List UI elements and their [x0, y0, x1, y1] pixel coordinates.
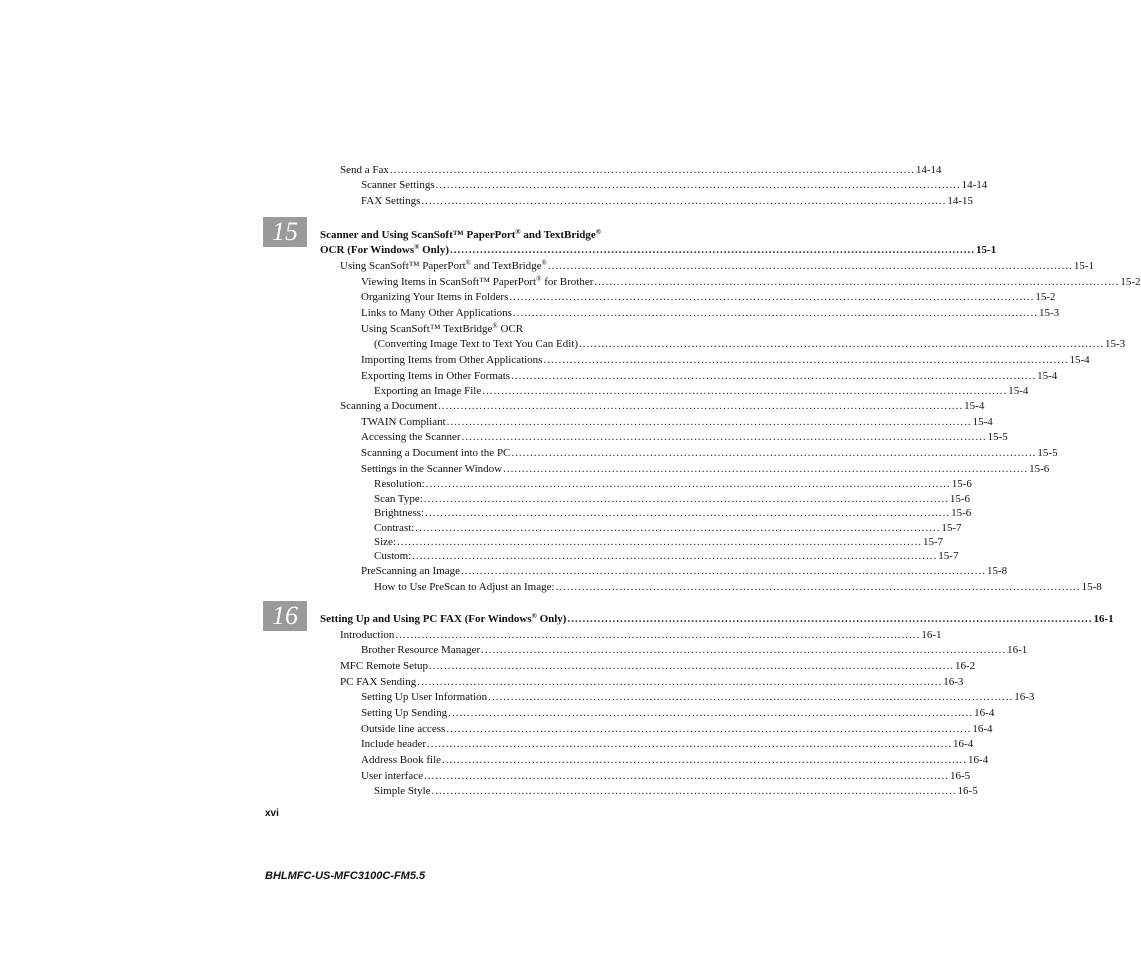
chapter-15-tab: [263, 217, 307, 247]
dot-leader: ............................................................................................................................................: [488, 691, 1014, 703]
toc-entry-scanning-into-pc[interactable]: Scanning a Document into the PC ............................................................................................................................................ 15-5: [361, 447, 1058, 459]
dot-leader: ............................................................................................................................................: [421, 195, 947, 207]
toc-entry-scan-type[interactable]: Scan Type: ............................................................................................................................................ 15-6: [374, 493, 970, 505]
toc-entry-links-other-apps[interactable]: Links to Many Other Applications ............................................................................................................................................ 15-3: [361, 307, 1060, 319]
toc-entry-page: 15-1: [976, 244, 997, 256]
dot-leader: ............................................................................................................................................: [435, 179, 961, 191]
dot-leader: ............................................................................................................................................: [448, 707, 974, 719]
toc-entry-page: 14-14: [961, 179, 988, 191]
dot-leader: ............................................................................................................................................: [511, 370, 1037, 382]
page-number: xvi: [265, 808, 279, 819]
toc-entry-title: FAX Settings: [361, 195, 421, 207]
toc-entry-pc-fax-sending[interactable]: PC FAX Sending ............................................................................................................................................ 16-3: [340, 676, 964, 688]
toc-entry-page: 14-15: [947, 195, 974, 207]
dot-leader: ............................................................................................................................................: [503, 463, 1029, 475]
document-code: BHLMFC-US-MFC3100C-FM5.5: [265, 870, 426, 882]
toc-entry-brightness[interactable]: Brightness: ............................................................................................................................................ 15-6: [374, 507, 972, 519]
chapter-15-heading-line1[interactable]: Scanner and Using ScanSoft™ PaperPort® and TextBridge®: [320, 228, 602, 241]
toc-entry-using-paperport[interactable]: Using ScanSoft™ PaperPort® and TextBridge® ............................................................................................................................................ 15-1: [340, 259, 1095, 272]
dot-leader: ............................................................................................................................................: [555, 581, 1081, 593]
dot-leader: ............................................................................................................................................: [423, 493, 949, 505]
dot-leader: ............................................................................................................................................: [460, 565, 986, 577]
toc-entry-scanner-settings[interactable]: [361, 178, 988, 192]
toc-entry-accessing-scanner[interactable]: Accessing the Scanner ............................................................................................................................................ 15-5: [361, 431, 1008, 443]
dot-leader: ............................................................................................................................................: [424, 770, 949, 782]
chapter-16-heading[interactable]: Setting Up and Using PC FAX (For Windows® Only) ............................................................................................................................................ 16-1: [320, 612, 1114, 625]
toc-entry-prescanning-image[interactable]: PreScanning an Image ............................................................................................................................................ 15-8: [361, 565, 1008, 577]
dot-leader: ............................................................................................................................................: [594, 276, 1120, 288]
dot-leader: ............................................................................................................................................: [415, 522, 941, 534]
toc-entry-user-interface[interactable]: User interface ............................................................................................................................................ 16-5: [361, 770, 971, 782]
chapter-16-tab: [263, 601, 307, 631]
toc-entry-twain-compliant[interactable]: TWAIN Compliant ............................................................................................................................................ 15-4: [361, 416, 993, 428]
toc-entry-title: Send a Fax: [340, 164, 389, 176]
dot-leader: ............................................................................................................................................: [450, 244, 976, 256]
dot-leader: ............................................................................................................................................: [511, 447, 1037, 459]
dot-leader: ............................................................................................................................................: [482, 385, 1008, 397]
dot-leader: ............................................................................................................................................: [509, 291, 1035, 303]
chapter-number: 16: [272, 601, 298, 630]
toc-entry-custom[interactable]: Custom: ............................................................................................................................................ 15-7: [374, 550, 959, 562]
toc-entry-contrast[interactable]: Contrast: ............................................................................................................................................ 15-7: [374, 522, 962, 534]
toc-entry-address-book-file[interactable]: Address Book file ............................................................................................................................................ 16-4: [361, 754, 989, 766]
dot-leader: ............................................................................................................................................: [481, 644, 1007, 656]
toc-entry-outside-line-access[interactable]: Outside line access ............................................................................................................................................ 16-4: [361, 723, 993, 735]
toc-entry-converting-image-text[interactable]: (Converting Image Text to Text You Can Edit) ............................................................................................................................................ 15-3: [374, 338, 1126, 350]
toc-entry-resolution[interactable]: Resolution: ............................................................................................................................................ 15-6: [374, 478, 972, 490]
chapter-number: 15: [272, 217, 298, 246]
dot-leader: ............................................................................................................................................: [429, 660, 955, 672]
dot-leader: ............................................................................................................................................: [427, 738, 953, 750]
toc-entry-setting-up-sending[interactable]: Setting Up Sending ............................................................................................................................................ 16-4: [361, 707, 995, 719]
toc-entry-fax-settings[interactable]: [361, 194, 974, 208]
dot-leader: ............................................................................................................................................: [425, 507, 951, 519]
dot-leader: ............................................................................................................................................: [442, 754, 968, 766]
toc-entry-page: 15-1: [1073, 260, 1095, 272]
toc-entry-mfc-remote-setup[interactable]: MFC Remote Setup ............................................................................................................................................ 16-2: [340, 660, 976, 672]
dot-leader: ............................................................................................................................................: [397, 536, 922, 548]
toc-entry-setting-up-user-info[interactable]: Setting Up User Information ............................................................................................................................................ 16-3: [361, 691, 1035, 703]
dot-leader: ............................................................................................................................................: [461, 431, 987, 443]
toc-entry-scanning-document[interactable]: Scanning a Document ............................................................................................................................................ 15-4: [340, 400, 985, 412]
toc-entry-size[interactable]: Size: ............................................................................................................................................ 15-7: [374, 536, 944, 548]
toc-entry-include-header[interactable]: Include header ............................................................................................................................................ 16-4: [361, 738, 974, 750]
toc-entry-introduction[interactable]: Introduction ............................................................................................................................................ 16-1: [340, 629, 942, 641]
dot-leader: ............................................................................................................................................: [567, 613, 1093, 625]
dot-leader: ............................................................................................................................................: [389, 164, 915, 176]
dot-leader: ............................................................................................................................................: [446, 723, 972, 735]
toc-entry-settings-scanner-window[interactable]: Settings in the Scanner Window ............................................................................................................................................ 15-6: [361, 463, 1050, 475]
dot-leader: ............................................................................................................................................: [431, 785, 957, 797]
toc-entry-exporting-items[interactable]: Exporting Items in Other Formats ............................................................................................................................................ 15-4: [361, 370, 1058, 382]
toc-entry-page: 16-1: [1093, 613, 1114, 625]
dot-leader: ............................................................................................................................................: [446, 416, 972, 428]
dot-leader: ............................................................................................................................................: [547, 260, 1073, 272]
dot-leader: ............................................................................................................................................: [543, 354, 1069, 366]
toc-entry-organizing-items[interactable]: Organizing Your Items in Folders ............................................................................................................................................ 15-2: [361, 291, 1056, 303]
dot-leader: ............................................................................................................................................: [512, 307, 1038, 319]
dot-leader: ............................................................................................................................................: [417, 676, 943, 688]
toc-entry-using-textbridge[interactable]: Using ScanSoft™ TextBridge® OCR: [361, 322, 524, 335]
dot-leader: ............................................................................................................................................: [395, 629, 921, 641]
toc-entry-viewing-items[interactable]: Viewing Items in ScanSoft™ PaperPort® for Brother ............................................................................................................................................ 15-2: [361, 275, 1141, 288]
chapter-15-heading-line2[interactable]: OCR (For Windows® Only) ............................................................................................................................................ 15-1: [320, 243, 997, 256]
dot-leader: ............................................................................................................................................: [425, 478, 951, 490]
dot-leader: ............................................................................................................................................: [412, 550, 938, 562]
toc-entry-title: Scanner Settings: [361, 179, 435, 191]
dot-leader: ............................................................................................................................................: [578, 338, 1104, 350]
toc-entry-how-to-prescan[interactable]: How to Use PreScan to Adjust an Image: ............................................................................................................................................ 15-8: [374, 581, 1102, 593]
toc-entry-send-a-fax[interactable]: [340, 163, 942, 177]
toc-entry-exporting-image-file[interactable]: Exporting an Image File ............................................................................................................................................ 15-4: [374, 385, 1029, 397]
toc-entry-page: 14-14: [915, 164, 942, 176]
toc-entry-importing-items[interactable]: Importing Items from Other Applications ............................................................................................................................................ 15-4: [361, 354, 1090, 366]
toc-entry-brother-resource-manager[interactable]: Brother Resource Manager ............................................................................................................................................ 16-1: [361, 644, 1028, 656]
toc-entry-page: 15-2: [1120, 276, 1141, 288]
dot-leader: ............................................................................................................................................: [438, 400, 964, 412]
toc-entry-simple-style[interactable]: Simple Style ............................................................................................................................................ 16-5: [374, 785, 978, 797]
